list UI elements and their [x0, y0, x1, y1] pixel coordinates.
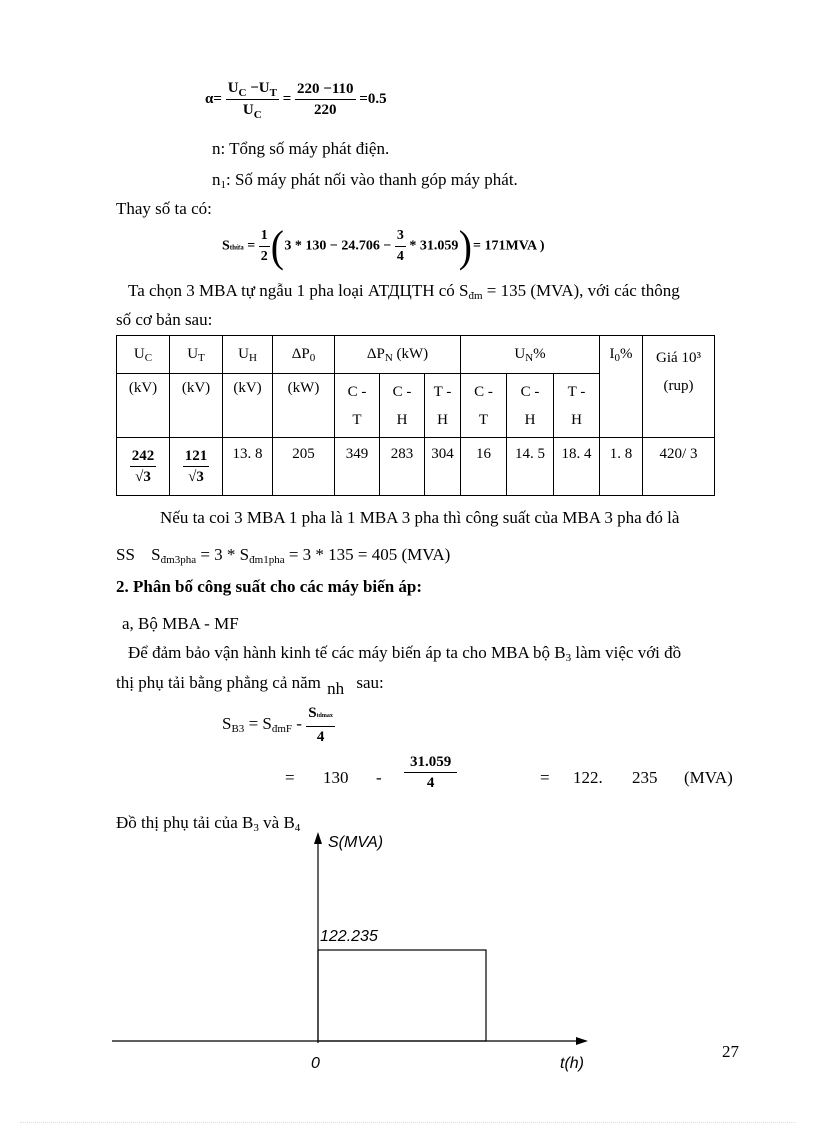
graph-caption-sub2: 4 — [294, 822, 301, 834]
y-axis-arrow — [314, 832, 322, 844]
unit-uh: (kV) — [223, 374, 273, 438]
sub-dpn-ch-2: H — [396, 411, 408, 428]
sb3-mid-sub: đmF — [271, 722, 293, 735]
para-choose-line2: số cơ bản sau: — [116, 310, 213, 329]
header-ut-symbol: U — [187, 345, 199, 362]
calc-eq: = — [285, 768, 295, 787]
sb3-frac-num-sub: tdmax — [316, 713, 333, 719]
calc-frac-den: 4 — [426, 775, 435, 791]
header-i0-unit: % — [620, 345, 633, 362]
num-u: U — [227, 80, 239, 96]
quarter-den: 4 — [396, 249, 404, 264]
calc-frac-num: 31.059 — [404, 752, 457, 773]
x-axis-label: t(h) — [560, 1055, 584, 1072]
unit-uc: (kV) — [117, 374, 170, 438]
header-un-sub: N — [525, 351, 534, 364]
value-un-th: 18. 4 — [554, 438, 600, 496]
header-dpn-symbol: ΔP — [366, 345, 385, 362]
eq-sign-3: = — [247, 238, 256, 254]
origin-label: 0 — [311, 1055, 320, 1072]
eq-sign: = — [213, 90, 222, 107]
den-u-sub: C — [253, 109, 262, 121]
header-dpn-sub: N — [384, 351, 393, 364]
header-i0-sub: 0 — [614, 351, 620, 364]
y-axis-label: S(MVA) — [328, 834, 384, 851]
thay-so-label: Thay số ta có: — [116, 199, 212, 218]
num-minus-u: −U — [250, 80, 270, 96]
header-ut-sub: T — [198, 351, 205, 364]
para-b3-nh: nh — [327, 679, 345, 698]
unit-dp0: (kW) — [273, 374, 335, 438]
calc-eq-2: = — [540, 768, 550, 787]
sub-dpn-ch-1: C - — [392, 383, 412, 400]
graph-caption-text-2: và B — [258, 813, 295, 832]
para-b3-sub: 3 — [565, 652, 572, 664]
header-dpn-unit: (kW) — [392, 345, 429, 362]
quarter-num: 3 — [395, 226, 406, 247]
ss-mid: = 3 * S — [196, 545, 250, 564]
sub-dpn-th-2: H — [437, 411, 448, 428]
sb3-lhs-sub: B3 — [231, 722, 245, 735]
num-values: 220 −110 — [295, 79, 355, 100]
s-result: = 171MVA ) — [473, 238, 545, 254]
header-un-symbol: U — [514, 345, 526, 362]
value-dp0: 205 — [273, 438, 335, 496]
sub-dpn-th-1: T - — [433, 383, 452, 400]
value-dpn-ct: 349 — [335, 438, 380, 496]
def-n1-sub: 1 — [220, 179, 226, 191]
alpha-result: =0.5 — [359, 90, 387, 107]
def-n: n: Tổng số máy phát điện. — [212, 139, 390, 158]
graph-caption-sub1: 3 — [253, 822, 259, 834]
header-dp0-sub: 0 — [309, 351, 316, 364]
calc-v1: 130 — [323, 768, 349, 787]
unit-ut: (kV) — [170, 374, 223, 438]
header-dp0-symbol: ΔP — [291, 345, 310, 362]
para-b3-text: Để đảm bảo vận hành kinh tế các máy biến áp ta cho MBA bộ B — [128, 643, 566, 662]
s-symbol: S — [222, 238, 230, 254]
ss-prefix: SS — [116, 545, 135, 564]
alpha-symbol: α — [205, 90, 214, 107]
para-choose-text-2: = 135 (MVA), với các thông — [482, 281, 680, 300]
sub-un-ct-1: C - — [474, 383, 493, 400]
sb3-frac-den: 4 — [316, 729, 325, 745]
ss-end: = 3 * 135 = 405 (MVA) — [284, 545, 451, 564]
sub-dpn-ct-1: C - — [347, 383, 367, 400]
calc-minus: - — [376, 768, 382, 787]
load-level-rect — [318, 950, 486, 1041]
num-u-sub: C — [238, 87, 247, 99]
value-ut-den: √3 — [188, 469, 204, 485]
value-dpn-ch: 283 — [380, 438, 425, 496]
value-ut-num: 121 — [183, 446, 210, 467]
den-u: U — [242, 102, 254, 118]
sb3-lhs: S — [222, 713, 232, 733]
header-uh-sub: H — [248, 351, 257, 364]
sub-un-th-2: H — [571, 411, 582, 428]
s-sub: thừa — [229, 243, 244, 252]
header-i0-symbol: I — [609, 345, 615, 362]
graph-caption-text: Đồ thị phụ tải của B — [116, 813, 254, 832]
sub-un-th-1: T - — [567, 383, 586, 400]
sub-un-ct-2: T — [478, 411, 489, 428]
calc-result-1: 122. — [573, 768, 603, 787]
para-b3-text-4: sau: — [356, 673, 384, 692]
num-minus-sub: T — [269, 87, 277, 99]
para-b3-text-2: làm việc với đồ — [571, 643, 682, 662]
sb3-frac-num: S — [308, 705, 317, 721]
sub-un-ch-2: H — [524, 411, 536, 428]
value-uc-num: 242 — [130, 446, 157, 467]
sub-dpn-ct-2: T — [352, 411, 362, 428]
header-uh-symbol: U — [238, 345, 249, 362]
value-i0: 1. 8 — [600, 438, 643, 496]
header-un-unit: % — [533, 345, 546, 362]
half-num: 1 — [259, 226, 270, 247]
eq-sign-2: = — [282, 90, 292, 107]
sb3-mid: = S — [244, 713, 272, 733]
value-uc-den: √3 — [135, 469, 151, 485]
sub-un-ch-1: C - — [520, 383, 540, 400]
paren-open: ( — [270, 222, 284, 271]
header-uc-sub: C — [144, 351, 153, 364]
para-b3-text-3: thị phụ tải bằng phẳng cả năm — [116, 673, 321, 692]
ss-s1-sub: đm3pha — [160, 554, 197, 566]
page-number: 27 — [722, 1042, 739, 1061]
sub-heading-a: a, Bộ MBA - MF — [122, 614, 239, 633]
value-un-ch: 14. 5 — [507, 438, 554, 496]
value-dpn-th: 304 — [425, 438, 461, 496]
para-3pha: Nếu ta coi 3 MBA 1 pha là 1 MBA 3 pha thì công suất của MBA 3 pha đó là — [160, 508, 680, 527]
den-value: 220 — [314, 102, 337, 118]
sb3-minus: - — [292, 713, 302, 733]
para-choose-text: Ta chọn 3 MBA tự ngẫu 1 pha loại АТДЦТН có S — [128, 281, 469, 300]
def-n1-text: : Số máy phát nối vào thanh góp máy phát. — [226, 170, 518, 189]
header-gia-text: Giá 10³ — [656, 350, 701, 366]
ss-s1: S — [151, 545, 161, 564]
value-uh: 13. 8 — [223, 438, 273, 496]
half-den: 2 — [260, 249, 268, 264]
level-label: 122.235 — [320, 928, 378, 945]
def-n1-symbol: n — [212, 170, 221, 189]
s-term-2: * 31.059 — [409, 238, 459, 254]
header-rup-text: (rup) — [663, 378, 694, 394]
section-2-heading: 2. Phân bố công suất cho các máy biến áp: — [116, 577, 423, 596]
calc-result-2: 235 — [632, 768, 658, 787]
calc-unit: (MVA) — [684, 768, 733, 787]
x-axis-arrow — [576, 1037, 588, 1045]
para-choose-sub: đm — [468, 290, 483, 302]
s-term-1: 3 * 130 − 24.706 − — [284, 238, 392, 254]
paren-close: ) — [459, 222, 473, 271]
ss-s2-sub: đm1pha — [249, 554, 285, 566]
value-un-ct: 16 — [461, 438, 507, 496]
header-uc-symbol: U — [133, 345, 145, 362]
value-gia: 420/ 3 — [643, 438, 715, 496]
